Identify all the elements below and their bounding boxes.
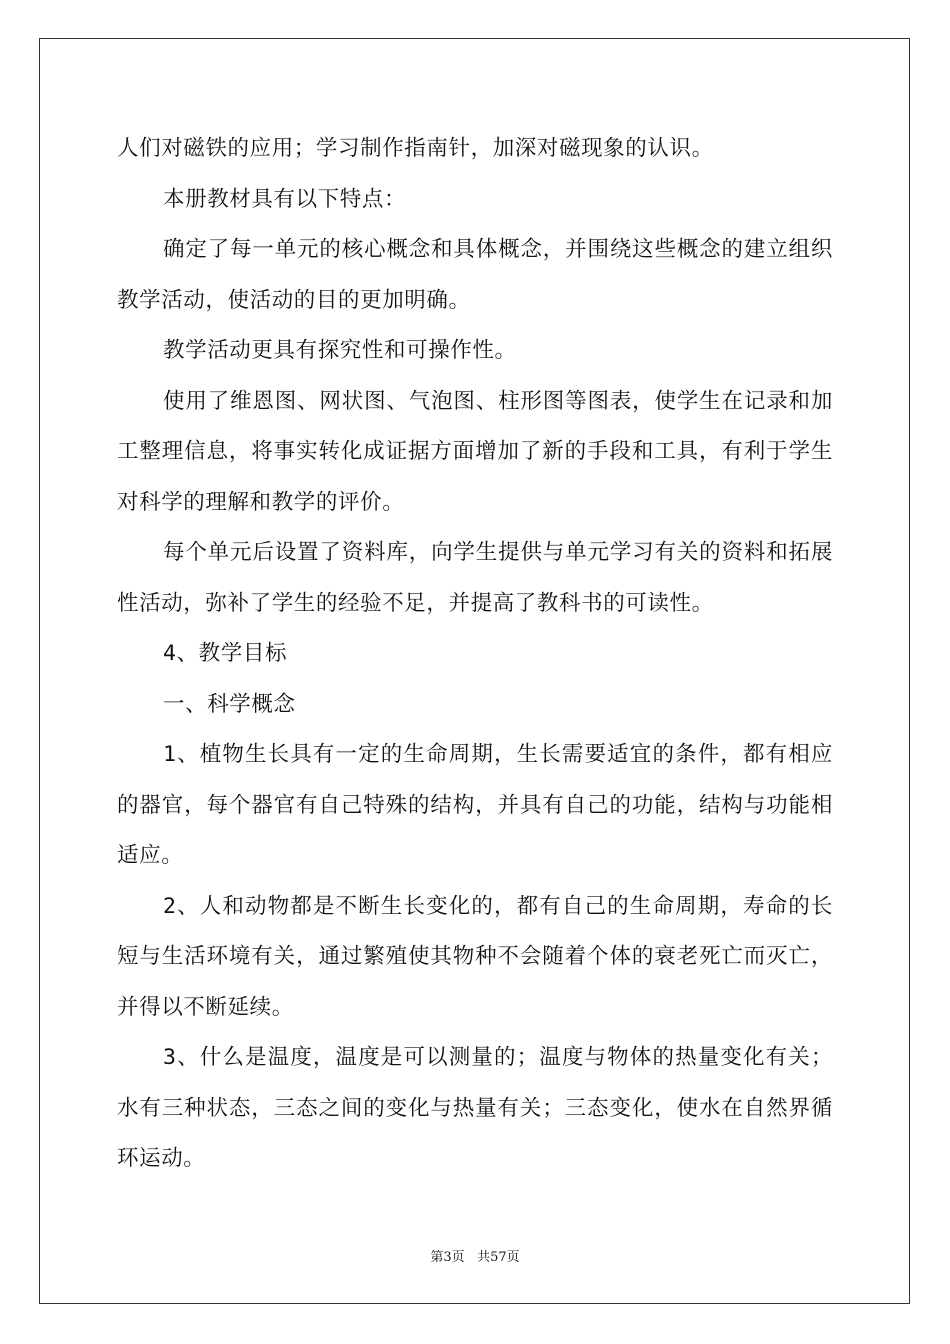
paragraph-inquiry: 教学活动更具有探究性和可操作性。 [163, 338, 517, 363]
paragraph-resource-library: 每个单元后设置了资料库，向学生提供与单元学习有关的资料和拓展性活动，弥补了学生的经验不足，并提高了教科书的可读性。 [117, 540, 833, 616]
document-body [117, 124, 833, 1185]
paragraph-core-concepts: 确定了每一单元的核心概念和具体概念，并围绕这些概念的建立组织教学活动，使活动的目的更加明确。 [117, 237, 833, 313]
page-footer [0, 1246, 950, 1265]
paragraph-charts: 使用了维恩图、网状图、气泡图、柱形图等图表，使学生在记录和加工整理信息，将事实转化成证据方面增加了新的手段和工具，有利于学生对科学的理解和教学的评价。 [117, 388, 833, 515]
heading-science-concepts: 一、科学概念 [163, 691, 296, 717]
page-number: 第3页 [430, 1250, 465, 1265]
heading-teaching-goals: 4、教学目标 [163, 641, 288, 666]
paragraph-concept-2: 2、人和动物都是不断生长变化的，都有自己的生命周期，寿命的长短与生活环境有关，通过繁殖使其物种不会随着个体的衰老死亡而灭亡，并得以不断延续。 [117, 893, 833, 1020]
paragraph-features-intro: 本册教材具有以下特点： [163, 186, 407, 212]
paragraph-concept-1: 1、植物生长具有一定的生命周期，生长需要适宜的条件，都有相应的器官，每个器官有自己特殊的结构，并具有自己的功能，结构与功能相适应。 [117, 742, 833, 868]
paragraph-continuation: 人们对磁铁的应用；学习制作指南针，加深对磁现象的认识。 [117, 136, 714, 161]
page-total: 共57页 [477, 1250, 520, 1265]
paragraph-concept-3: 3、什么是温度，温度是可以测量的；温度与物体的热量变化有关；水有三种状态，三态之间的变化与热量有关；三态变化，使水在自然界循环运动。 [117, 1045, 833, 1171]
